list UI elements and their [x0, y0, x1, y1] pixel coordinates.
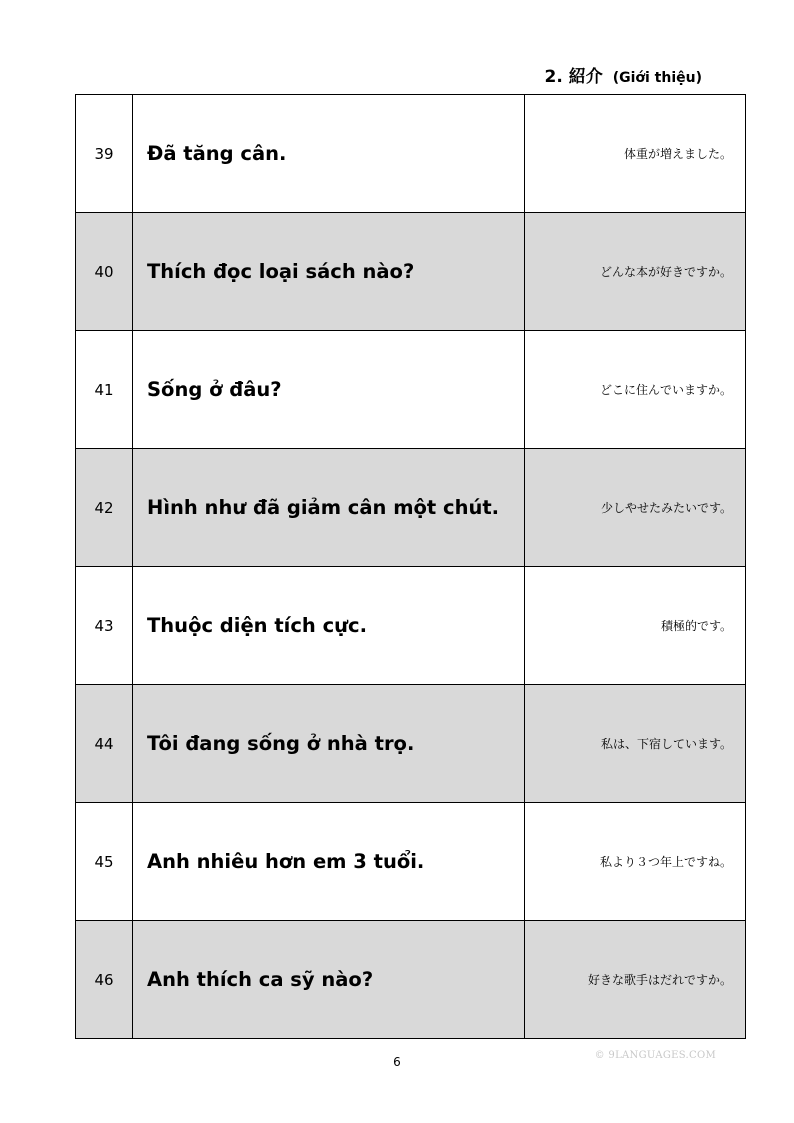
row-number: 44: [76, 685, 133, 803]
row-number: 45: [76, 803, 133, 921]
japanese-phrase: 体重が増えました。: [525, 95, 746, 213]
japanese-phrase: 積極的です。: [525, 567, 746, 685]
table-row: [76, 95, 746, 213]
row-number: 40: [76, 213, 133, 331]
row-number: 39: [76, 95, 133, 213]
japanese-phrase: 私より３つ年上ですね。: [525, 803, 746, 921]
vietnamese-phrase: Sống ở đâu?: [133, 331, 525, 449]
vietnamese-phrase: Anh nhiêu hơn em 3 tuổi.: [133, 803, 525, 921]
japanese-phrase: 少しやせたみたいです。: [525, 449, 746, 567]
copyright-watermark: © 9LANGUAGES.COM: [594, 1050, 716, 1061]
japanese-phrase: どこに住んでいますか。: [525, 331, 746, 449]
vietnamese-phrase: Thuộc diện tích cực.: [133, 567, 525, 685]
phrase-table: [75, 94, 746, 1039]
japanese-phrase: どんな本が好きですか。: [525, 213, 746, 331]
row-number: 46: [76, 921, 133, 1039]
page-number: 6: [393, 1055, 401, 1069]
table-row: [76, 331, 746, 449]
section-subtitle: (Giới thiệu): [612, 70, 702, 86]
row-number: 42: [76, 449, 133, 567]
vietnamese-phrase: Đã tăng cân.: [133, 95, 525, 213]
row-number: 43: [76, 567, 133, 685]
section-title: 2. 紹介: [544, 67, 603, 87]
table-row: [76, 685, 746, 803]
vietnamese-phrase: Thích đọc loại sách nào?: [133, 213, 525, 331]
phrase-table-body: [76, 95, 746, 1039]
table-row: [76, 213, 746, 331]
vietnamese-phrase: Hình như đã giảm cân một chút.: [133, 449, 525, 567]
vietnamese-phrase: Tôi đang sống ở nhà trọ.: [133, 685, 525, 803]
table-row: [76, 921, 746, 1039]
table-row: [76, 449, 746, 567]
row-number: 41: [76, 331, 133, 449]
table-row: [76, 803, 746, 921]
section-header: [545, 62, 702, 87]
japanese-phrase: 好きな歌手はだれですか。: [525, 921, 746, 1039]
japanese-phrase: 私は、下宿しています。: [525, 685, 746, 803]
vietnamese-phrase: Anh thích ca sỹ nào?: [133, 921, 525, 1039]
table-row: [76, 567, 746, 685]
